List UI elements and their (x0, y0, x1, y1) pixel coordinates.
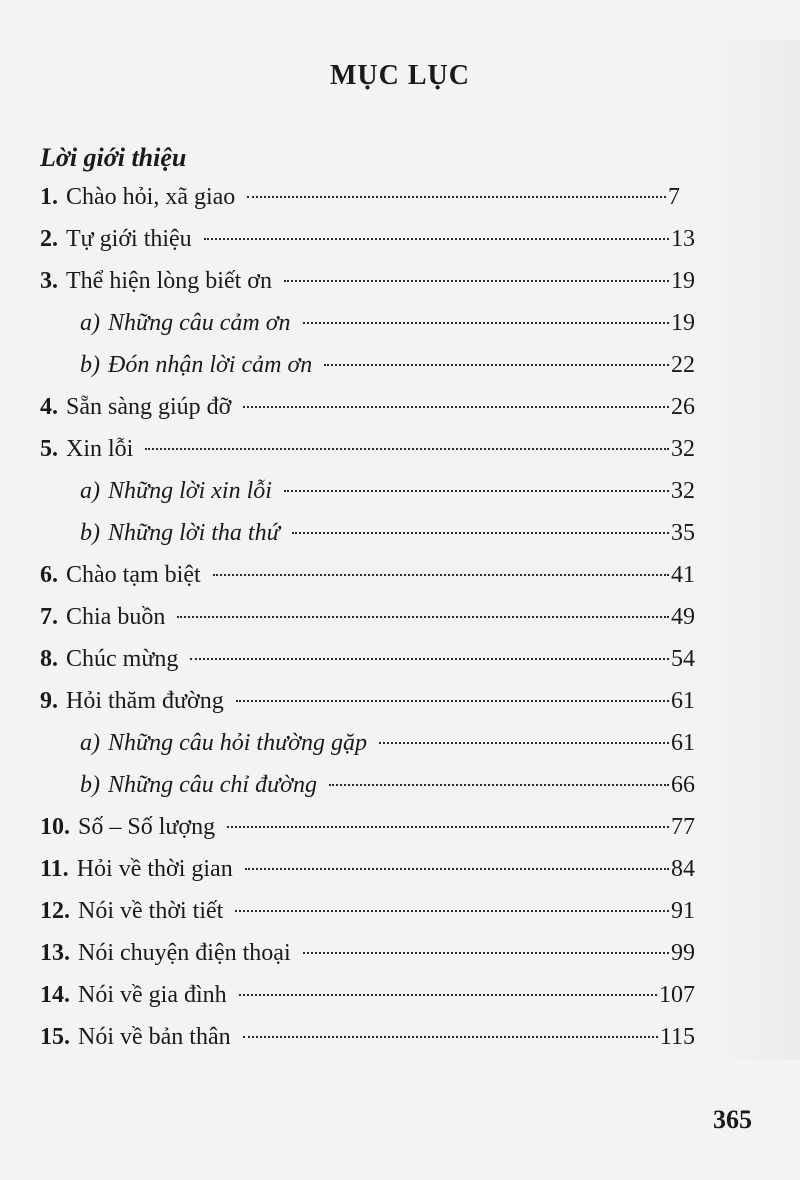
show-through-text (710, 40, 800, 1060)
toc-entry-12 (40, 894, 695, 928)
toc-entry-11 (40, 852, 695, 886)
entry-label: Chúc mừng (66, 646, 179, 672)
leader-dots (292, 532, 669, 534)
entry-label: Những câu chỉ đường (108, 772, 317, 798)
leader-dots (243, 406, 669, 408)
entry-number: a) (80, 310, 100, 336)
entry-label: Nói về thời tiết (78, 898, 224, 924)
toc-entry-10 (40, 810, 695, 844)
entry-page: 26 (671, 394, 695, 420)
entry-page: 115 (659, 1024, 695, 1050)
entry-number: 6. (40, 562, 58, 588)
entry-page: 61 (671, 688, 695, 714)
toc-entry-5 (40, 432, 695, 466)
toc-entry-2 (40, 222, 695, 256)
entry-label: Nói chuyện điện thoại (78, 940, 291, 966)
entry-number: a) (80, 730, 100, 756)
entry-number: 15. (40, 1024, 70, 1050)
toc-entry-1 (40, 180, 680, 214)
entry-label: Đón nhận lời cảm ơn (108, 352, 313, 378)
leader-dots (177, 616, 669, 618)
entry-page: 77 (671, 814, 695, 840)
toc-entry-13 (40, 936, 695, 970)
toc-entry-5a (80, 474, 695, 508)
entry-label: Những lời xin lỗi (108, 478, 272, 504)
entry-page: 91 (671, 898, 695, 924)
toc-entry-9a (80, 726, 695, 760)
entry-number: b) (80, 772, 100, 798)
entry-label: Những câu hỏi thường gặp (108, 730, 367, 756)
leader-dots (284, 490, 669, 492)
entry-label: Hỏi thăm đường (66, 688, 224, 714)
entry-label: Tự giới thiệu (66, 226, 192, 252)
leader-dots (303, 952, 669, 954)
toc-entry-9b (80, 768, 695, 802)
entry-label: Thể hiện lòng biết ơn (66, 268, 272, 294)
entry-label: Hỏi về thời gian (76, 856, 233, 882)
entry-number: b) (80, 352, 100, 378)
entry-page: 107 (659, 982, 695, 1008)
entry-number: 11. (40, 856, 69, 882)
leader-dots (227, 826, 669, 828)
leader-dots (204, 238, 669, 240)
leader-dots (245, 868, 669, 870)
entry-number: a) (80, 478, 100, 504)
entry-page: 32 (671, 436, 695, 462)
leader-dots (239, 994, 657, 996)
leader-dots (213, 574, 669, 576)
entry-page: 7 (668, 184, 680, 210)
entry-page: 54 (671, 646, 695, 672)
toc-entry-3b (80, 348, 695, 382)
leader-dots (235, 910, 669, 912)
toc-entry-3a (80, 306, 695, 340)
toc-entry-3 (40, 264, 695, 298)
entry-number: 2. (40, 226, 58, 252)
toc-entry-6 (40, 558, 695, 592)
toc-entry-9 (40, 684, 695, 718)
toc-entry-7 (40, 600, 695, 634)
entry-label: Xin lỗi (66, 436, 134, 462)
entry-number: 14. (40, 982, 70, 1008)
entry-page: 49 (671, 604, 695, 630)
entry-page: 61 (671, 730, 695, 756)
entry-number: 7. (40, 604, 58, 630)
toc-entry-8 (40, 642, 695, 676)
entry-page: 19 (671, 268, 695, 294)
leader-dots (236, 700, 669, 702)
entry-number: 1. (40, 184, 58, 210)
page-number: 365 (713, 1105, 752, 1134)
page-title: MỤC LỤC (330, 60, 470, 91)
entry-number: 10. (40, 814, 70, 840)
entry-number: b) (80, 520, 100, 546)
leader-dots (247, 196, 666, 198)
leader-dots (324, 364, 669, 366)
leader-dots (243, 1036, 658, 1038)
entry-page: 84 (671, 856, 695, 882)
leader-dots (379, 742, 669, 744)
leader-dots (284, 280, 669, 282)
entry-number: 4. (40, 394, 58, 420)
toc-entry-15 (40, 1020, 695, 1054)
entry-page: 41 (671, 562, 695, 588)
entry-page: 32 (671, 478, 695, 504)
entry-number: 3. (40, 268, 58, 294)
entry-page: 22 (671, 352, 695, 378)
entry-number: 8. (40, 646, 58, 672)
entry-label: Chào hỏi, xã giao (66, 184, 236, 210)
entry-page: 19 (671, 310, 695, 336)
entry-label: Những lời tha thứ (108, 520, 280, 546)
entry-number: 9. (40, 688, 58, 714)
entry-page: 35 (671, 520, 695, 546)
entry-label: Chào tạm biệt (66, 562, 201, 588)
entry-number: 13. (40, 940, 70, 966)
entry-page: 66 (671, 772, 695, 798)
toc-entry-14 (40, 978, 695, 1012)
leader-dots (329, 784, 669, 786)
entry-page: 99 (671, 940, 695, 966)
entry-number: 5. (40, 436, 58, 462)
entry-label: Chia buồn (66, 604, 166, 630)
entry-label: Số – Số lượng (78, 814, 216, 840)
toc-entry-4 (40, 390, 695, 424)
entry-label: Nói về bản thân (78, 1024, 231, 1050)
entry-number: 12. (40, 898, 70, 924)
toc-intro: Lời giới thiệu (40, 143, 187, 172)
entry-label: Những câu cảm ơn (108, 310, 291, 336)
entry-label: Sẵn sàng giúp đỡ (66, 394, 232, 420)
leader-dots (190, 658, 669, 660)
entry-page: 13 (671, 226, 695, 252)
leader-dots (145, 448, 669, 450)
entry-label: Nói về gia đình (78, 982, 227, 1008)
leader-dots (303, 322, 669, 324)
toc-entry-5b (80, 516, 695, 550)
